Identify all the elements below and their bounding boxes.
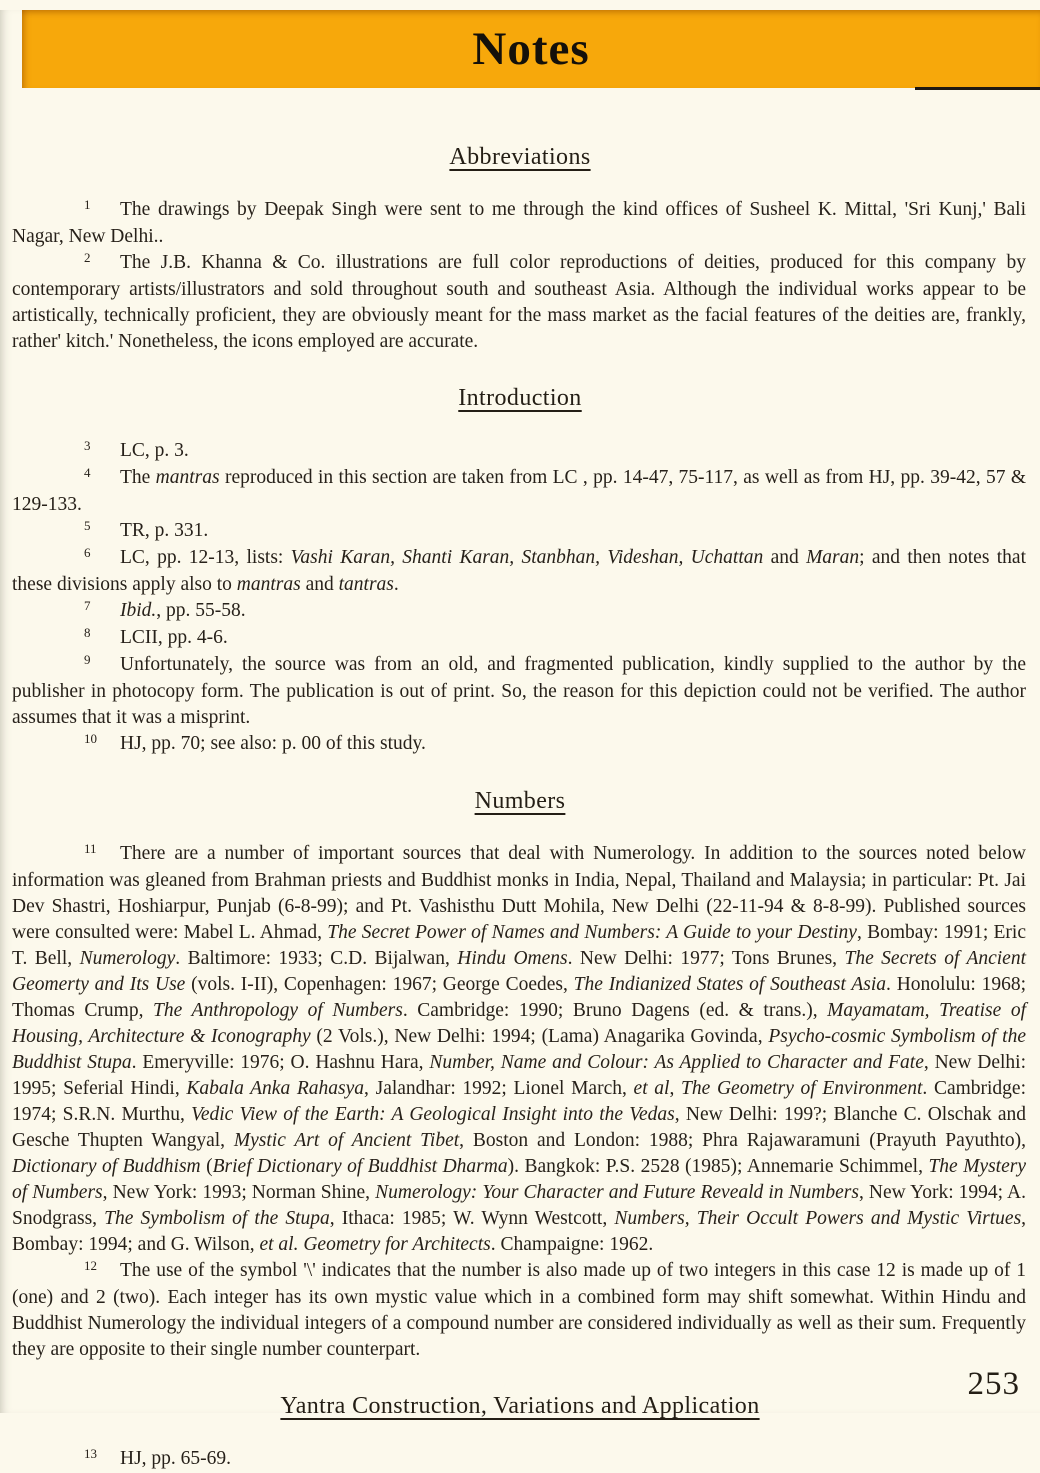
footnote-text: , Jalandhar: 1992; Lionel March,: [364, 1078, 634, 1099]
footnote-number: 8: [84, 625, 91, 640]
footnote-italic-text: Psycho-cosmic Symbolism of the Buddhist Stupa: [12, 1026, 1027, 1073]
footnote: [12, 841, 1026, 1258]
footnote-text: LC, p. 3.: [120, 440, 189, 461]
footnote: [12, 545, 1026, 598]
footnote-italic-text: et al: [633, 1078, 670, 1099]
footnote-text: , New Delhi: 1995; Seferial Hindi,: [12, 1052, 1026, 1099]
footnote-italic-text: The Secrets of Ancient Geomerty and Its Use: [12, 948, 1026, 995]
footnote: [12, 598, 1026, 625]
footnote-number: 10: [84, 731, 97, 746]
footnote-text: (2 Vols.), New Delhi: 1994; (Lama) Anagarika Govinda,: [310, 1026, 769, 1047]
footnote-number: 1: [84, 197, 91, 212]
footnote-text: The use of the symbol '\' indicates that the number is also made up of two integers in this case 12 is made up of 1 (one) and 2 (two). Each integer has its own mystic value which in a combined form may shift somewhat. Within Hindu and Buddhist Numerology the individual integers of a compound number are considered individually as well as their sum. Frequently they are opposite to their single number counterpart.: [12, 1260, 1026, 1360]
section-heading: Yantra Construction, Variations and Application: [280, 1393, 760, 1419]
footnote-text: , New York: 1993; Norman Shine,: [102, 1182, 376, 1203]
footnote-text: , Ithaca: 1985; W. Wynn Westcott,: [329, 1208, 615, 1229]
footnote: [12, 625, 1026, 652]
page-number: 253: [967, 1366, 1020, 1402]
footnote-text: . Champaigne: 1962.: [490, 1234, 654, 1255]
footnote-italic-text: tantras: [338, 574, 394, 595]
footnote-number: 7: [84, 598, 91, 613]
footnote-italic-text: The Geometry of Environment: [681, 1078, 923, 1099]
footnote-text: The: [120, 467, 156, 488]
footnote-text: HJ, pp. 65-69.: [120, 1448, 232, 1469]
footnote-text: , New Delhi: 199?; Blanche C. Olschak and Gesche Thupten Wangyal,: [12, 1104, 1026, 1151]
footnote-text: There are a number of important sources that deal with Numerology. In addition to the sources noted below information was gleaned from Brahman priests and Buddhist monks in India, Nepal, Thailand and Malaysia; in particular: Pt. Jai Dev Shastri, Hoshiarpur, Punjab (6-8-99); and Pt. Vashisthu Dutt Mohila, New Delhi (22-11-94 & 8-8-99). Published sources were consulted were: Mabel L. Ahmad,: [12, 843, 1026, 943]
footnote-text: (: [200, 1156, 213, 1177]
footnote-number: 2: [84, 250, 91, 265]
footnote: [12, 197, 1026, 250]
footnote-number: 12: [84, 1258, 97, 1273]
footnote-italic-text: The Indianized States of Southeast Asia: [573, 974, 887, 995]
footnote-text: . Baltimore: 1933; C.D. Bijalwan,: [175, 948, 458, 969]
footnote-italic-text: Brief Dictionary of Buddhist Dharma: [212, 1156, 508, 1177]
footnote-text: LC, pp. 12-13, lists:: [120, 547, 291, 568]
footnote: [12, 1258, 1026, 1363]
footnote-number: 5: [84, 518, 91, 533]
footnote-italic-text: Vedic View of the Earth: A Geological Insight into the Vedas: [191, 1104, 675, 1125]
footnote-italic-text: The Mystery of Numbers: [12, 1156, 1027, 1203]
footnote-italic-text: Ibid.: [120, 600, 157, 621]
footnote: [12, 1446, 1026, 1473]
footnote-number: 11: [84, 841, 97, 856]
footnote: [12, 731, 1026, 758]
footnote-text: The J.B. Khanna & Co. illustrations are full color reproductions of deities, produced for this company by contemporary artists/illustrators and sold throughout south and southeast Asia. Although the individual works appear to be artistically, technically proficient, they are obviously meant for the mass market as the facial features of the deities are, frankly, rather' kitch.' Nonetheless, the icons employed are accurate.: [12, 252, 1026, 352]
footnote-text: ,: [669, 1078, 682, 1099]
footnote-italic-text: The Anthropology of Numbers: [153, 1000, 403, 1021]
page-banner: [22, 10, 1040, 88]
footnote-text: . Emeryville: 1976; O. Hashnu Hara,: [131, 1052, 430, 1073]
footnote-italic-text: Numerology: Your Character and Future Reveald in Numbers: [375, 1182, 859, 1203]
footnote-italic-text: Number, Name and Colour: As Applied to Character and Fate: [429, 1052, 924, 1073]
footnote: [12, 652, 1026, 731]
footnote-text: . Cambridge: 1974; S.R.N. Murthu,: [12, 1078, 1027, 1125]
footnote-italic-text: mantras: [155, 467, 220, 488]
footnote-italic-text: mantras: [236, 574, 301, 595]
footnote-italic-text: Kabala Anka Rahasya: [186, 1078, 365, 1099]
footnote-italic-text: Numbers, Their Occult Powers and Mystic Virtues: [614, 1208, 1022, 1229]
page-title: Notes: [472, 23, 590, 75]
footnote-text: TR, p. 331.: [120, 520, 209, 541]
footnote-number: 3: [84, 438, 91, 453]
footnote-text: . New Delhi: 1977; Tons Brunes,: [567, 948, 845, 969]
footnote-text: , Bombay: 1991; Eric T. Bell,: [12, 922, 1026, 969]
footnote-number: 13: [84, 1446, 97, 1461]
footnote: [12, 250, 1026, 355]
footnote-text: , New York: 1994; A. Snodgrass,: [12, 1182, 1027, 1229]
footnote-text: ; and then notes that these divisions apply also to: [12, 547, 1026, 595]
footnote: [12, 465, 1026, 518]
footnote-text: The drawings by Deepak Singh were sent to me through the kind offices of Susheel K. Mittal, 'Sri Kunj,' Bali Nagar, New Delhi..: [12, 199, 1026, 247]
footnote-text: ). Bangkok: P.S. 2528 (1985); Annemarie Schimmel,: [507, 1156, 929, 1177]
notes-content: [0, 144, 1040, 1473]
footnote-text: , Boston and London: 1988; Phra Rajawaramuni (Prayuth Payuthto),: [459, 1130, 1026, 1151]
footnote-italic-text: Dictionary of Buddhism: [12, 1156, 201, 1177]
footnote-text: and: [300, 574, 339, 595]
footnote-number: 9: [84, 652, 91, 667]
footnote-text: Unfortunately, the source was from an old, and fragmented publication, kindly supplied to the author by the publisher in photocopy form. The publication is out of print. So, the reason for this depiction could not be verified. The author assumes that it was a misprint.: [12, 654, 1026, 728]
footnote-italic-text: Mystic Art of Ancient Tibet: [233, 1130, 460, 1151]
footnote-text: .: [393, 574, 399, 595]
footnote: [12, 518, 1026, 545]
footnote-text: and: [763, 547, 807, 568]
section-heading: Abbreviations: [449, 144, 591, 170]
footnote-italic-text: Maran: [806, 547, 860, 568]
footnote-text: (vols. I-II), Copenhagen: 1967; George Coedes,: [185, 974, 574, 995]
footnote-number: 6: [84, 545, 91, 560]
footnote-text: . Honolulu: 1968; Thomas Crump,: [12, 974, 1026, 1021]
footnote-text: , pp. 55-58.: [156, 600, 246, 621]
footnote-text: LCII, pp. 4-6.: [120, 627, 228, 648]
footnote-text: . Cambridge: 1990; Bruno Dagens (ed. & trans.),: [402, 1000, 828, 1021]
footnote-italic-text: The Secret Power of Names and Numbers: A Guide to your Destiny: [327, 922, 857, 943]
book-page: [0, 10, 1040, 1469]
footnote: [12, 438, 1026, 465]
section-heading: Numbers: [474, 788, 566, 814]
footnote-text: HJ, pp. 70; see also: p. 00 of this study.: [120, 733, 426, 754]
footnote-number: 4: [84, 465, 91, 480]
footnote-italic-text: The Symbolism of the Stupa: [104, 1208, 330, 1229]
footnote-italic-text: Vashi Karan, Shanti Karan, Stanbhan, Videshan, Uchattan: [290, 547, 764, 568]
footnote-italic-text: Numerology: [79, 948, 176, 969]
footnote-italic-text: Hindu Omens: [457, 948, 568, 969]
footnote-italic-text: Mayamatam, Treatise of Housing, Architecture & Iconography: [12, 1000, 1026, 1047]
footnote-text: reproduced in this section are taken from LC , pp. 14-47, 75-117, as well as from HJ, pp. 39-42, 57 & 129-133.: [12, 467, 1026, 515]
section-heading: Introduction: [458, 385, 582, 411]
footnote-italic-text: et al. Geometry for Architects: [259, 1234, 491, 1255]
footnote-text: , Bombay: 1994; and G. Wilson,: [12, 1208, 1027, 1255]
